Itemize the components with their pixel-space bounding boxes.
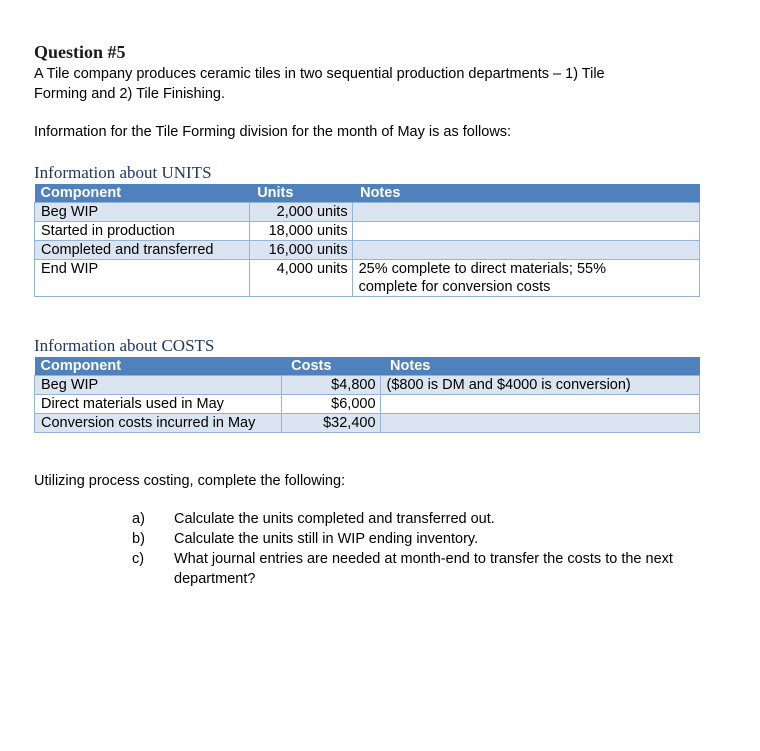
costs-notes: ($800 is DM and $4000 is conversion) <box>380 376 699 395</box>
costs-header-component: Component <box>35 357 282 376</box>
list-item-text-continued: department? <box>174 571 256 587</box>
document-page <box>34 40 724 589</box>
list-item <box>34 509 724 529</box>
table-row <box>35 395 700 414</box>
units-table <box>34 184 700 297</box>
costs-component: Beg WIP <box>35 376 282 395</box>
costs-value: $4,800 <box>281 376 380 395</box>
units-notes-line-2: complete for conversion costs <box>358 279 551 295</box>
costs-component: Direct materials used in May <box>35 395 282 414</box>
costs-header-row <box>35 357 700 376</box>
table-row <box>35 203 700 222</box>
units-component: Completed and transferred <box>35 241 250 260</box>
units-component: End WIP <box>35 260 250 297</box>
costs-notes <box>380 395 699 414</box>
list-item-text: What journal entries are needed at month-end to transfer the costs to the next <box>174 551 673 567</box>
costs-notes <box>380 414 699 433</box>
units-component: Beg WIP <box>35 203 250 222</box>
costs-component: Conversion costs incurred in May <box>35 414 282 433</box>
table-row <box>35 241 700 260</box>
costs-value: $6,000 <box>281 395 380 414</box>
tasks-intro: Utilizing process costing, complete the following: <box>34 473 346 489</box>
units-header-units: Units <box>249 184 352 203</box>
units-component: Started in production <box>35 222 250 241</box>
task-list <box>34 509 724 589</box>
costs-table <box>34 357 700 433</box>
info-line: Information for the Tile Forming division for the month of May is as follows: <box>34 124 512 140</box>
intro-line-2: Forming and 2) Tile Finishing. <box>34 86 225 102</box>
list-item <box>34 549 724 589</box>
units-value: 16,000 units <box>249 241 352 260</box>
costs-header-notes: Notes <box>380 357 699 376</box>
costs-header-costs: Costs <box>281 357 380 376</box>
list-item-marker: c) <box>132 551 145 567</box>
table-row <box>35 260 700 297</box>
list-item-text: Calculate the units still in WIP ending inventory. <box>174 531 479 547</box>
units-header-notes: Notes <box>352 184 699 203</box>
list-item <box>34 529 724 549</box>
list-item-marker: b) <box>132 531 145 547</box>
costs-heading: Information about COSTS <box>34 336 215 355</box>
units-notes <box>352 241 699 260</box>
units-value: 4,000 units <box>249 260 352 297</box>
units-heading: Information about UNITS <box>34 163 212 182</box>
units-value: 2,000 units <box>249 203 352 222</box>
table-row <box>35 414 700 433</box>
units-notes <box>352 260 699 297</box>
intro-line-1: A Tile company produces ceramic tiles in two sequential production departments – 1) Tile <box>34 66 605 82</box>
units-header-component: Component <box>35 184 250 203</box>
list-item-text: Calculate the units completed and transferred out. <box>174 511 495 527</box>
units-notes <box>352 203 699 222</box>
units-notes <box>352 222 699 241</box>
units-value: 18,000 units <box>249 222 352 241</box>
table-row <box>35 376 700 395</box>
units-header-row <box>35 184 700 203</box>
units-notes-line-1: 25% complete to direct materials; 55% <box>358 261 607 277</box>
list-item-marker: a) <box>132 511 145 527</box>
table-row <box>35 222 700 241</box>
costs-value: $32,400 <box>281 414 380 433</box>
question-title: Question #5 <box>34 42 126 62</box>
